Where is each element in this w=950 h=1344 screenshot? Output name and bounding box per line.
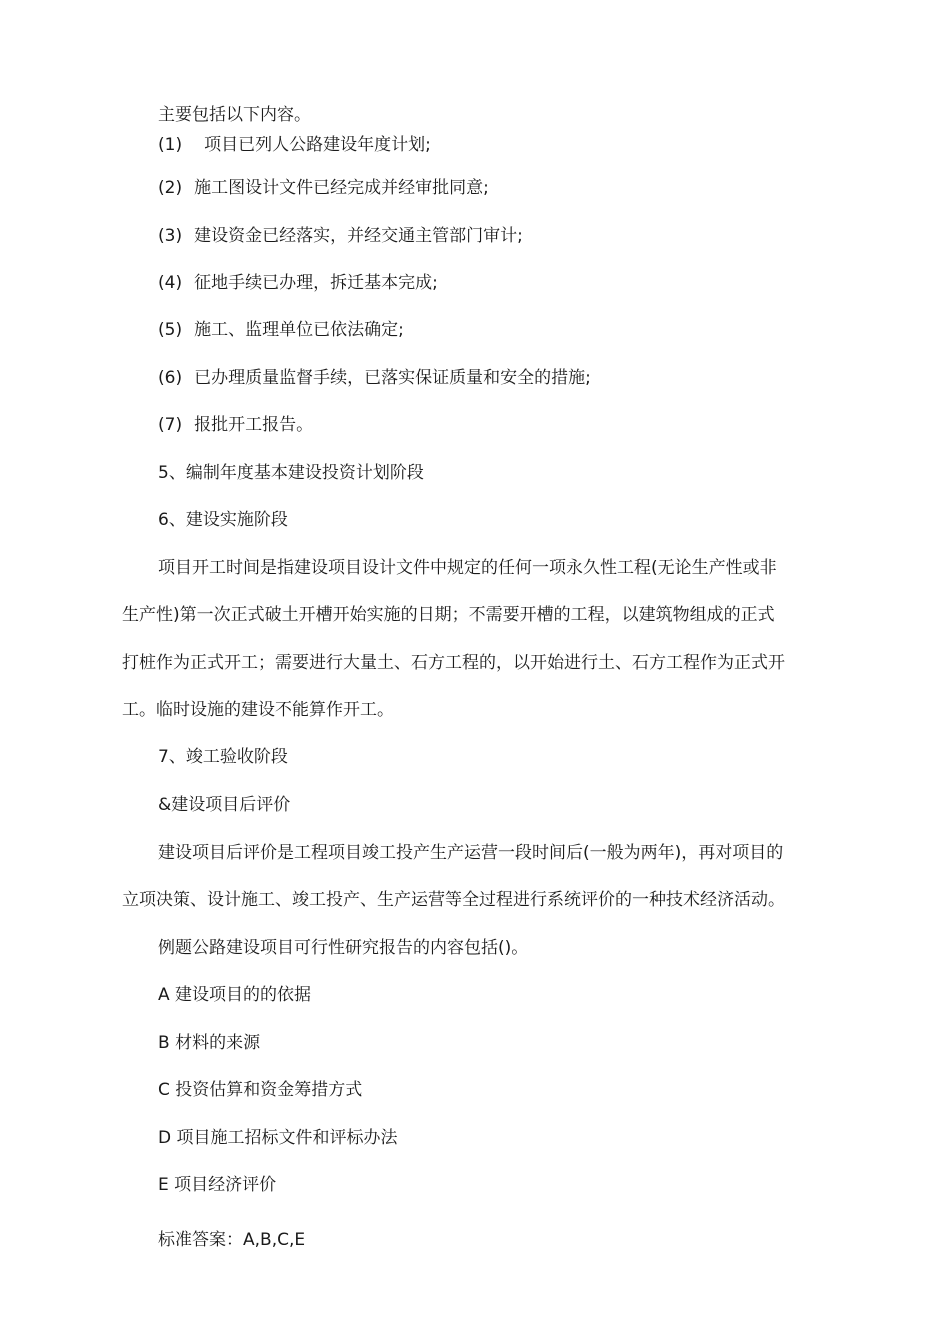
condition-number: (7) (158, 415, 183, 435)
paragraph-line: 立项决策、设计施工、竣工投产、生产运营等全过程进行系统评价的一种技术经济活动。 (122, 890, 785, 910)
condition-item (158, 178, 489, 198)
condition-item (158, 273, 438, 293)
condition-number: (2) (158, 178, 183, 198)
condition-number: (5) (158, 320, 183, 340)
condition-text: 建设资金已经落实，并经交通主管部门审计; (194, 226, 523, 246)
condition-item (158, 320, 404, 340)
option-item: A 建设项目的的依据 (158, 985, 312, 1005)
condition-item (158, 415, 313, 435)
condition-item (158, 226, 523, 246)
paragraph-line: 工。临时设施的建设不能算作开工。 (122, 700, 394, 720)
condition-number: (4) (158, 273, 183, 293)
answer-text: 标准答案：A,B,C,E (158, 1230, 306, 1250)
stage-heading: 6、建设实施阶段 (158, 510, 288, 530)
condition-text: 施工图设计文件已经完成并经审批同意; (194, 178, 489, 198)
question-text: 例题公路建设项目可行性研究报告的内容包括()。 (158, 938, 529, 958)
condition-number: (3) (158, 226, 183, 246)
condition-number: (6) (158, 368, 183, 388)
intro-text: 主要包括以下内容。 (158, 105, 311, 125)
condition-text: 施工、监理单位已依法确定; (194, 320, 404, 340)
paragraph-line: 打桩作为正式开工；需要进行大量土、石方工程的，以开始进行土、石方工程作为正式开 (122, 653, 785, 673)
option-item: C 投资估算和资金筹措方式 (158, 1080, 363, 1100)
option-item: E 项目经济评价 (158, 1175, 277, 1195)
condition-number: (1) (158, 135, 183, 155)
condition-text: 已办理质量监督手续，已落实保证质量和安全的措施; (194, 368, 591, 388)
condition-text: 项目已列人公路建设年度计划; (204, 135, 431, 155)
condition-text: 征地手续已办理，拆迁基本完成; (194, 273, 438, 293)
paragraph-line: 建设项目后评价是工程项目竣工投产生产运营一段时间后(一般为两年)，再对项目的 (158, 843, 784, 863)
option-item: D 项目施工招标文件和评标办法 (158, 1128, 398, 1148)
condition-text: 报批开工报告。 (194, 415, 314, 435)
condition-item (158, 368, 591, 388)
stage-heading: 5、编制年度基本建设投资计划阶段 (158, 463, 424, 483)
option-item: B 材料的来源 (158, 1033, 261, 1053)
paragraph-line: 项目开工时间是指建设项目设计文件中规定的任何一项永久性工程(无论生产性或非 (158, 558, 777, 578)
stage-heading: &建设项目后评价 (158, 795, 291, 815)
stage-heading: 7、竣工验收阶段 (158, 747, 288, 767)
paragraph-line: 生产性)第一次正式破土开槽开始实施的日期；不需要开槽的工程，以建筑物组成的正式 (122, 605, 775, 625)
condition-item (158, 135, 431, 155)
